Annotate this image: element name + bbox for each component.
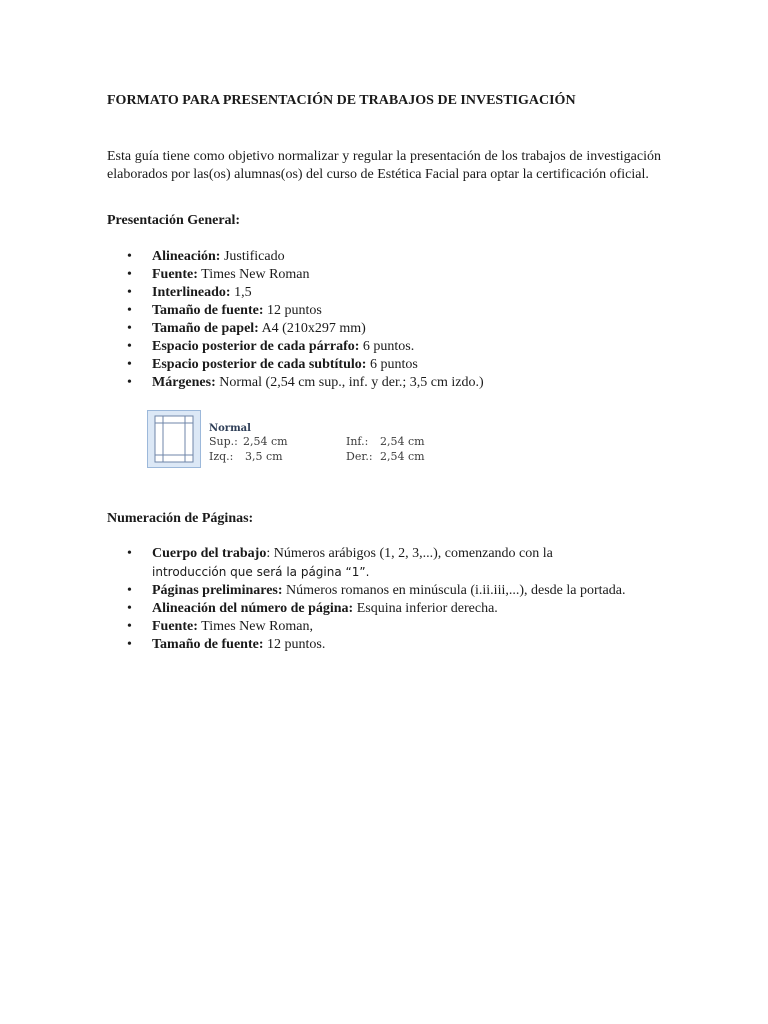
list-item — [107, 582, 661, 600]
list-item — [107, 636, 661, 654]
list-item — [107, 545, 661, 582]
inf-label: Inf.: — [346, 435, 369, 448]
item-value: 12 puntos. — [263, 637, 326, 652]
item-label: Tamaño de fuente: — [152, 637, 264, 652]
item-label: Tamaño de papel: — [152, 321, 259, 336]
item-label: Fuente: — [152, 267, 198, 282]
item-value: Justificado — [220, 249, 285, 264]
document-title: FORMATO PARA PRESENTACIÓN DE TRABAJOS DE INVESTIGACIÓN — [107, 93, 576, 108]
sup-label: Sup.: — [209, 435, 238, 448]
item-value: 12 puntos — [263, 303, 322, 318]
item-value: 6 puntos. — [359, 339, 415, 354]
item-label: Cuerpo del trabajo — [152, 546, 267, 561]
page-margins-icon — [147, 410, 201, 468]
item-label: Alineación del número de página: — [152, 601, 354, 616]
inf-value: 2,54 cm — [380, 435, 425, 448]
item-value: Esquina inferior derecha. — [353, 601, 498, 616]
item-value: Times New Roman, — [197, 619, 314, 634]
list-item — [107, 356, 661, 374]
list-item — [107, 374, 661, 392]
item-value: Números romanos en minúscula (i.ii.iii,...), desde la portada. — [282, 583, 626, 598]
der-label: Der.: — [346, 450, 373, 463]
item-label: Páginas preliminares: — [152, 583, 283, 598]
izq-label: Izq.: — [209, 450, 234, 463]
preset-name: Normal — [209, 423, 251, 434]
list-item — [107, 600, 661, 618]
list-item — [107, 338, 661, 356]
list-item — [107, 302, 661, 320]
section-heading-general: Presentación General: — [107, 213, 241, 228]
item-label: Espacio posterior de cada subtítulo: — [152, 357, 367, 372]
list-item — [107, 320, 661, 338]
item-label: Fuente: — [152, 619, 198, 634]
item-label: Márgenes: — [152, 375, 216, 390]
item-value: A4 (210x297 mm) — [258, 321, 366, 336]
list-item — [107, 266, 661, 284]
list-item — [107, 618, 661, 636]
item-label: Alineación: — [152, 249, 221, 264]
general-list — [107, 248, 661, 392]
item-value: 1,5 — [230, 285, 252, 300]
intro-paragraph: Esta guía tiene como objetivo normalizar y regular la presentación de los trabajos de investigación elaborados por las(os) alumnas(os) del curso de Estética Facial para optar la certificación oficial. — [107, 149, 661, 182]
item-value: Normal (2,54 cm sup., inf. y der.; 3,5 cm izdo.) — [215, 375, 484, 390]
item-label: Interlineado: — [152, 285, 231, 300]
item-continuation: introducción que será la página “1”. — [152, 565, 370, 579]
list-item — [107, 284, 661, 302]
section-heading-pagination: Numeración de Páginas: — [107, 511, 254, 526]
pagination-list — [107, 545, 661, 654]
item-value: 6 puntos — [366, 357, 418, 372]
sup-value: 2,54 cm — [243, 435, 288, 448]
list-item — [107, 248, 661, 266]
der-value: 2,54 cm — [380, 450, 425, 463]
item-label: Tamaño de fuente: — [152, 303, 264, 318]
izq-value: 3,5 cm — [245, 450, 283, 463]
item-value: Times New Roman — [197, 267, 310, 282]
margins-preset-figure — [147, 410, 425, 468]
item-value: : Números arábigos (1, 2, 3,...), comenzando con la — [266, 546, 553, 561]
item-label: Espacio posterior de cada párrafo: — [152, 339, 360, 354]
